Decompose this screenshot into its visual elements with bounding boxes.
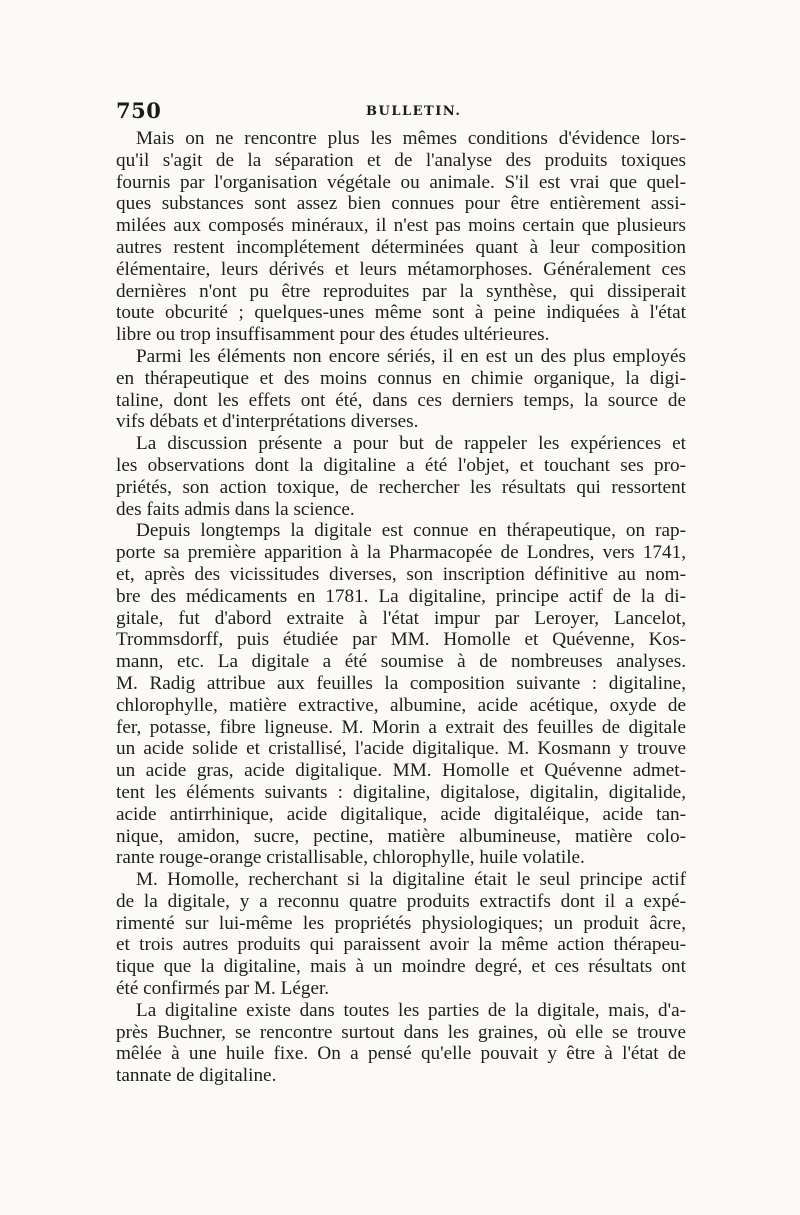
running-title: BULLETIN. — [366, 104, 462, 119]
text-line: rante rouge-orange cristallisable, chlorophylle, huile volatile. — [116, 847, 585, 869]
text-line: Depuis longtemps la digitale est connue en thérapeutique, on rap- — [136, 520, 686, 542]
paragraph — [116, 433, 686, 520]
paragraph — [116, 346, 686, 433]
text-line: des faits admis dans la science. — [116, 498, 355, 520]
text-line: autres restent incomplétement déterminées quant à leur composition — [116, 236, 686, 258]
text-line: qu'il s'agit de la séparation et de l'analyse des produits toxiques — [116, 149, 686, 171]
text-line: tique que la digitaline, mais à un moindre degré, et ces résultats ont — [116, 956, 686, 978]
paragraph — [116, 869, 686, 1000]
text-line: libre ou trop insuffisamment pour des études ultérieures. — [116, 324, 550, 346]
text-line: un acide solide et cristallisé, l'acide digitalique. M. Kosmann y trouve — [116, 738, 686, 760]
text-line: chlorophylle, matière extractive, albumine, acide acétique, oxyde de — [116, 694, 686, 716]
text-line: M. Homolle, recherchant si la digitaline était le seul principe actif — [136, 869, 686, 891]
text-line: fer, potasse, fibre ligneuse. M. Morin a extrait des feuilles de digitale — [116, 716, 686, 738]
text-line: vifs débats et d'interprétations diverses. — [116, 411, 419, 433]
text-line: près Buchner, se rencontre surtout dans les graines, où elle se trouve — [116, 1021, 686, 1043]
text-line: milées aux composés minéraux, il n'est pas moins certain que plusieurs — [116, 215, 686, 237]
text-line: et trois autres produits qui paraissent avoir la même action thérapeu- — [116, 934, 686, 956]
text-line: rimenté sur lui-même les propriétés physiologiques; un produit âcre, — [116, 912, 686, 934]
text-line: fournis par l'organisation végétale ou animale. S'il est vrai que quel- — [116, 171, 686, 193]
text-line: un acide gras, acide digitalique. MM. Homolle et Quévenne admet- — [116, 760, 686, 782]
text-line: acide antirrhinique, acide digitalique, acide digitaléique, acide tan- — [116, 803, 686, 825]
text-line: porte sa première apparition à la Pharmacopée de Londres, vers 1741, — [116, 542, 686, 564]
text-line: toute obcurité ; quelques-unes même sont à peine indiquées à l'état — [116, 302, 686, 324]
paragraph — [116, 128, 686, 346]
text-line: M. Radig attribue aux feuilles la composition suivante : digitaline, — [116, 672, 686, 694]
text-line: Trommsdorff, puis étudiée par MM. Homolle et Quévenne, Kos- — [116, 629, 686, 651]
text-line: ques substances sont assez bien connues pour être entièrement assi- — [116, 193, 686, 215]
text-line: élémentaire, leurs dérivés et leurs métamorphoses. Généralement ces — [116, 258, 686, 280]
text-line: mêlée à une huile fixe. On a pensé qu'elle pouvait y être à l'état de — [116, 1043, 686, 1065]
text-line: La discussion présente a pour but de rappeler les expériences et — [136, 433, 686, 455]
text-line: de la digitale, y a reconnu quatre produits extractifs dont il a expé- — [116, 890, 686, 912]
page-number: 750 — [116, 98, 162, 123]
text-line: tannate de digitaline. — [116, 1065, 277, 1087]
text-line: gitale, fut d'abord extraite à l'état impur par Leroyer, Lancelot, — [116, 607, 686, 629]
paragraph — [116, 520, 686, 869]
text-line: en thérapeutique et des moins connus en chimie organique, la digi- — [116, 367, 686, 389]
text-line: taline, dont les effets ont été, dans ces derniers temps, la source de — [116, 389, 686, 411]
text-line: Mais on ne rencontre plus les mêmes conditions d'évidence lors- — [136, 128, 686, 149]
text-line: bre des médicaments en 1781. La digitaline, principe actif de la di- — [116, 585, 686, 607]
text-line: dernières n'ont pu être reproduites par la synthèse, qui dissiperait — [116, 280, 686, 302]
page-header — [116, 98, 686, 126]
paragraph — [116, 1000, 686, 1087]
text-line: été confirmés par M. Léger. — [116, 978, 330, 1000]
text-line: les observations dont la digitaline a été l'objet, et touchant ses pro- — [116, 454, 686, 476]
text-line: priétés, son action toxique, de rechercher les résultats qui ressortent — [116, 476, 686, 498]
text-line: La digitaline existe dans toutes les parties de la digitale, mais, d'a- — [136, 999, 686, 1021]
body-text — [116, 128, 686, 1087]
text-line: nique, amidon, sucre, pectine, matière albumineuse, matière colo- — [116, 825, 686, 847]
text-line: Parmi les éléments non encore sériés, il en est un des plus employés — [136, 345, 686, 367]
text-line: mann, etc. La digitale a été soumise à de nombreuses analyses. — [116, 651, 686, 673]
text-line: tent les éléments suivants : digitaline, digitalose, digitalin, digitalide, — [116, 781, 686, 803]
text-line: et, après des vicissitudes diverses, son inscription définitive au nom- — [116, 563, 686, 585]
